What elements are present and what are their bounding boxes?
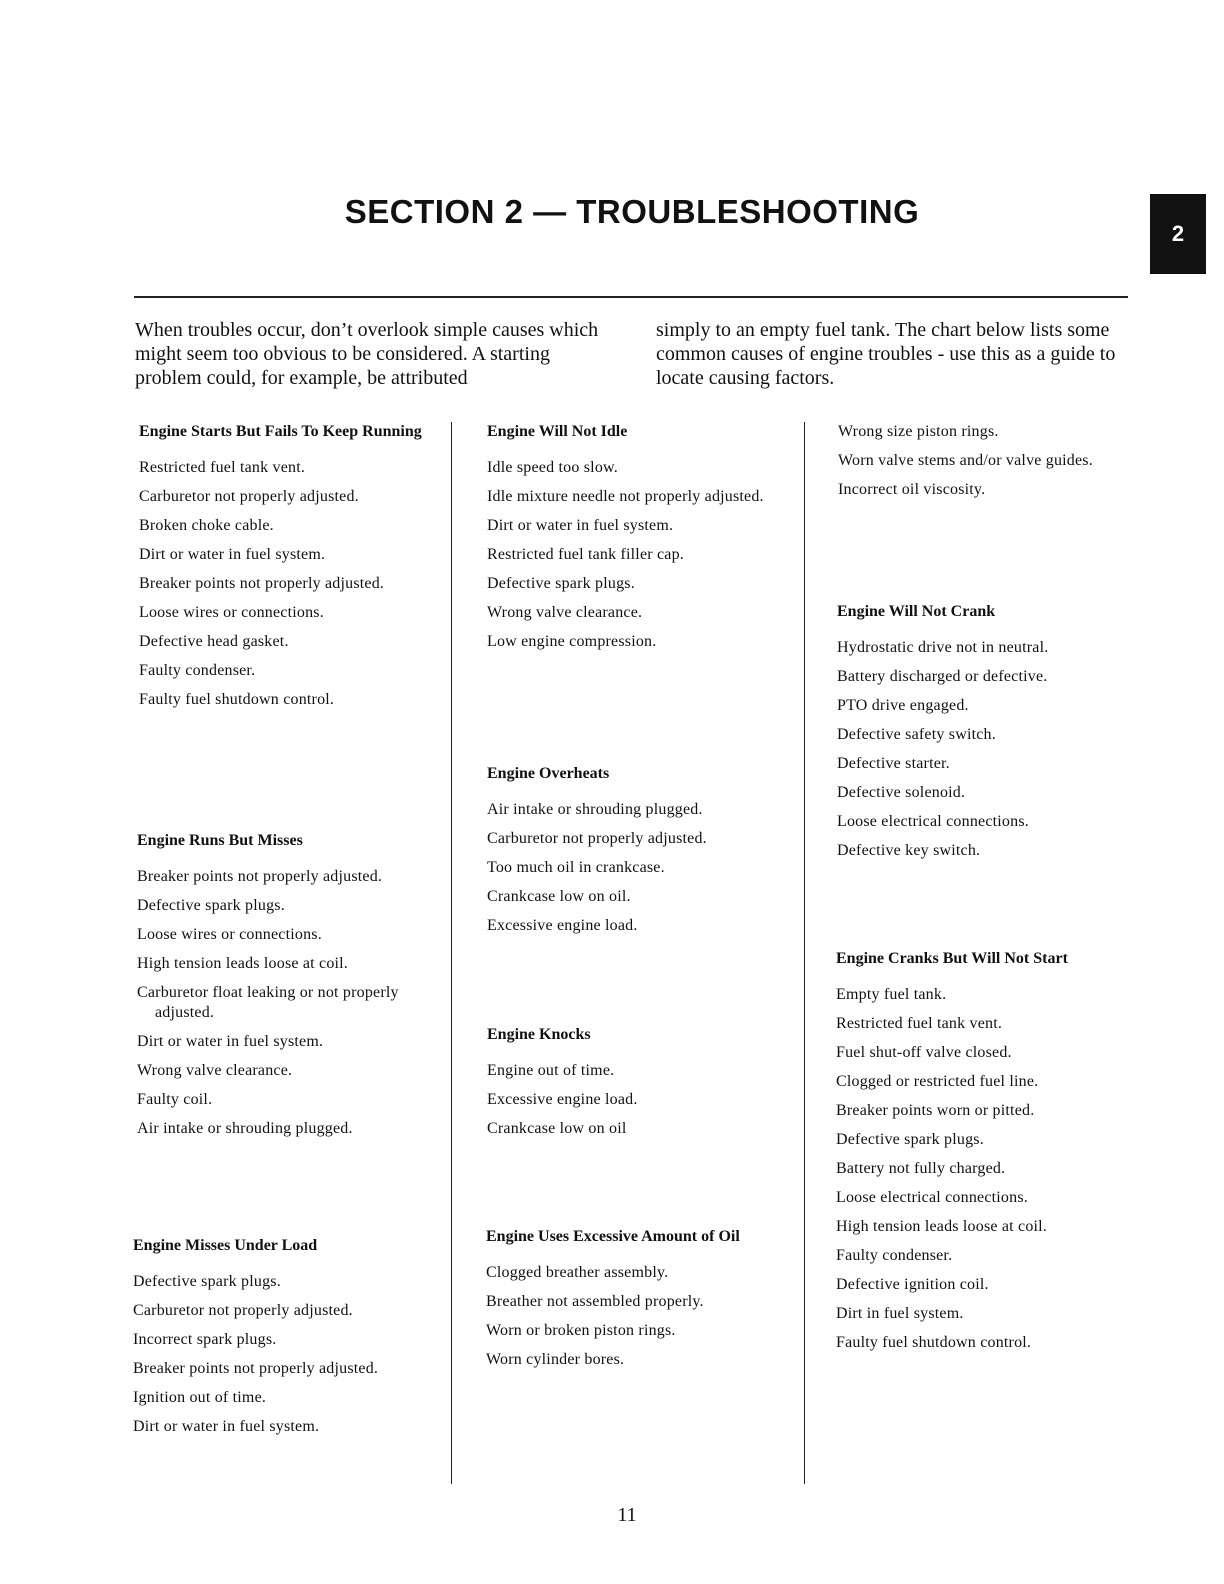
- section-cranks-not-start: [836, 949, 1126, 1362]
- section-heading: Engine Knocks: [487, 1026, 591, 1043]
- cause-item: Wrong size piston rings.: [838, 423, 999, 440]
- cause-item: Defective solenoid.: [837, 784, 966, 801]
- cause-item: Wrong valve clearance.: [487, 604, 643, 621]
- cause-item: Restricted fuel tank filler cap.: [487, 546, 684, 563]
- cause-list: [139, 458, 429, 710]
- column-divider-left: [451, 422, 452, 1484]
- cause-item: Loose electrical connections.: [836, 1189, 1028, 1206]
- cause-item: Loose wires or connections.: [139, 604, 324, 621]
- section-excess-oil-continued: [838, 422, 1128, 509]
- cause-item: Dirt or water in fuel system.: [137, 1032, 324, 1050]
- cause-item: Worn or broken piston rings.: [486, 1322, 676, 1339]
- cause-list: [837, 638, 1127, 861]
- cause-list: [836, 985, 1126, 1353]
- section-not-idle: [487, 422, 777, 661]
- cause-item: Defective head gasket.: [139, 633, 289, 650]
- cause-item: Crankcase low on oil: [487, 1120, 627, 1137]
- cause-item: Worn cylinder bores.: [486, 1351, 625, 1368]
- cause-item: Restricted fuel tank vent.: [836, 1015, 1003, 1032]
- cause-item: Breaker points not properly adjusted.: [133, 1360, 379, 1377]
- cause-item: Defective key switch.: [837, 842, 981, 859]
- section-heading: Engine Will Not Crank: [837, 603, 996, 620]
- cause-item: Defective spark plugs.: [487, 575, 635, 592]
- intro-paragraph-left: When troubles occur, don’t overlook simple causes which might seem too obvious to be considered. A starting problem could, for example, be attributed: [135, 319, 599, 389]
- section-knocks: [487, 1025, 777, 1148]
- cause-item: Carburetor float leaking or not properly adjusted.: [137, 984, 399, 1021]
- cause-item: Wrong valve clearance.: [137, 1061, 293, 1079]
- cause-list: [133, 1272, 423, 1437]
- cause-item: Incorrect oil viscosity.: [838, 481, 986, 498]
- cause-item: Carburetor not properly adjusted.: [133, 1302, 353, 1319]
- cause-list: [486, 1263, 776, 1370]
- cause-item: Idle mixture needle not properly adjusted.: [487, 488, 764, 505]
- cause-list: [137, 867, 427, 1138]
- cause-item: Dirt or water in fuel system.: [133, 1418, 320, 1435]
- cause-item: Excessive engine load.: [487, 1091, 638, 1108]
- intro-paragraph-right: simply to an empty fuel tank. The chart below lists some common causes of engine troubles - use this as a guide to locate causing factors.: [656, 319, 1116, 389]
- section-heading: Engine Cranks But Will Not Start: [836, 950, 1068, 967]
- cause-item: Carburetor not properly adjusted.: [139, 488, 359, 505]
- cause-item: Faulty condenser.: [139, 662, 256, 679]
- section-heading: Engine Will Not Idle: [487, 423, 628, 440]
- column-divider-right: [804, 422, 805, 1484]
- cause-item: Battery discharged or defective.: [837, 668, 1048, 685]
- section-tab: 2: [1150, 194, 1206, 274]
- cause-item: Incorrect spark plugs.: [133, 1331, 277, 1348]
- section-heading: Engine Misses Under Load: [133, 1237, 318, 1254]
- page-title: SECTION 2 — TROUBLESHOOTING: [344, 193, 920, 230]
- cause-item: Faulty condenser.: [836, 1247, 953, 1264]
- section-heading: Engine Runs But Misses: [137, 832, 303, 849]
- cause-item: Defective ignition coil.: [836, 1276, 989, 1293]
- cause-item: Air intake or shrouding plugged.: [137, 1119, 353, 1137]
- cause-list: [487, 1061, 777, 1139]
- cause-item: Empty fuel tank.: [836, 986, 947, 1003]
- cause-item: Clogged breather assembly.: [486, 1264, 669, 1281]
- cause-item: Air intake or shrouding plugged.: [487, 801, 703, 818]
- cause-item: Low engine compression.: [487, 633, 657, 650]
- section-runs-misses: [137, 831, 427, 1148]
- cause-item: Engine out of time.: [487, 1062, 615, 1079]
- cause-item: Dirt or water in fuel system.: [487, 517, 674, 534]
- cause-item: Faulty coil.: [137, 1090, 213, 1108]
- cause-item: Ignition out of time.: [133, 1389, 267, 1406]
- cause-item: Carburetor not properly adjusted.: [487, 830, 707, 847]
- cause-item: Worn valve stems and/or valve guides.: [838, 452, 1093, 469]
- section-starts-fails: [139, 422, 429, 719]
- cause-item: Defective safety switch.: [837, 726, 996, 743]
- cause-item: Breaker points not properly adjusted.: [137, 868, 383, 885]
- cause-item: Dirt or water in fuel system.: [139, 546, 326, 563]
- cause-item: High tension leads loose at coil.: [836, 1218, 1048, 1235]
- cause-item: Dirt in fuel system.: [836, 1305, 964, 1322]
- section-not-crank: [837, 602, 1127, 870]
- cause-item: Loose electrical connections.: [837, 813, 1029, 830]
- cause-item: Idle speed too slow.: [487, 459, 618, 476]
- section-excess-oil: [486, 1227, 776, 1379]
- section-heading: Engine Uses Excessive Amount of Oil: [486, 1228, 740, 1245]
- cause-list: [487, 800, 777, 936]
- cause-item: Faulty fuel shutdown control.: [139, 691, 335, 708]
- cause-item: Fuel shut-off valve closed.: [836, 1044, 1012, 1061]
- cause-item: Faulty fuel shutdown control.: [836, 1334, 1032, 1351]
- header-divider: [134, 296, 1128, 298]
- cause-item: Battery not fully charged.: [836, 1160, 1006, 1177]
- section-heading: Engine Starts But Fails To Keep Running: [139, 423, 422, 440]
- cause-item: Clogged or restricted fuel line.: [836, 1073, 1039, 1090]
- cause-item: Crankcase low on oil.: [487, 888, 631, 905]
- cause-list: [487, 458, 777, 652]
- cause-item: Too much oil in crankcase.: [487, 859, 665, 876]
- cause-item: Hydrostatic drive not in neutral.: [837, 639, 1049, 656]
- cause-item: Defective spark plugs.: [137, 897, 285, 914]
- cause-item: PTO drive engaged.: [837, 697, 969, 714]
- cause-item: Defective spark plugs.: [133, 1273, 281, 1290]
- page-number: 11: [617, 1504, 637, 1526]
- cause-item: Breaker points not properly adjusted.: [139, 575, 385, 592]
- cause-item: Broken choke cable.: [139, 517, 274, 534]
- section-misses-load: [133, 1236, 423, 1446]
- cause-item: Loose wires or connections.: [137, 926, 322, 943]
- cause-item: Defective starter.: [837, 755, 950, 772]
- cause-item: Defective spark plugs.: [836, 1131, 984, 1148]
- cause-item: High tension leads loose at coil.: [137, 955, 349, 972]
- section-heading: Engine Overheats: [487, 765, 610, 782]
- section-overheats: [487, 764, 777, 945]
- cause-item: Excessive engine load.: [487, 917, 638, 934]
- cause-item: Restricted fuel tank vent.: [139, 459, 306, 476]
- cause-list: [838, 422, 1128, 500]
- cause-item: Breather not assembled properly.: [486, 1293, 704, 1310]
- cause-item: Breaker points worn or pitted.: [836, 1102, 1035, 1119]
